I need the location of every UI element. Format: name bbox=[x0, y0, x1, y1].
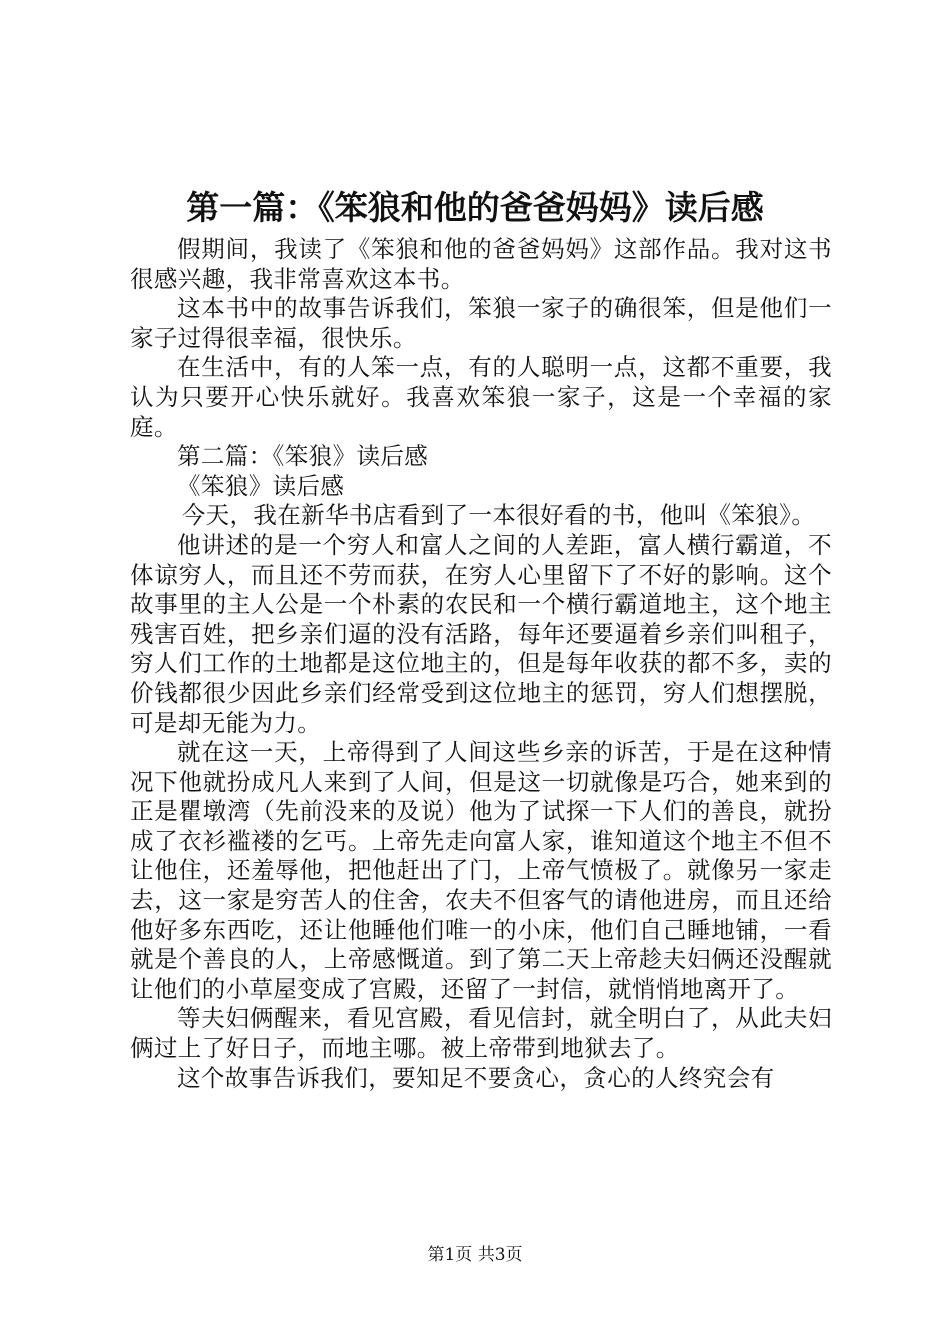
paragraph-8: 这个故事告诉我们，要知足不要贪心，贪心的人终究会有 bbox=[177, 1063, 775, 1092]
section-heading-2: 第二篇：《笨狼》读后感 bbox=[177, 442, 429, 471]
paragraph-4: 今天，我在新华书店看到了一本很好看的书，他叫《笨狼》。 bbox=[181, 501, 816, 530]
paragraph-5: 他讲述的是一个穷人和富人之间的人差距，富人横行霸道，不体谅穷人，而且还不劳而获，在穷人心里留下了不好的影响。这个故事里的主人公是一个朴素的农民和一个横行霸道地主，这个地主残害百姓，把乡亲们逼的没有活路，每年还要逼着乡亲们叫租子，穷人们工作的土地都是这位地主的，但是每年收获的都不多，卖的价钱都很少因此乡亲们经常受到这位地主的惩罚，穷人们想摆脱，可是却无能为力。 bbox=[130, 530, 832, 737]
document-title: 第一篇：《笨狼和他的爸爸妈妈》读后感 bbox=[186, 188, 764, 227]
paragraph-6: 就在这一天，上帝得到了人间这些乡亲的诉苦，于是在这种情况下他就扮成凡人来到了人间，但是这一切就像是巧合，她来到的正是瞿墩湾（先前没来的及说）他为了试探一下人们的善良，就扮成了衣衫褴褛的乞丐。上帝先走向富人家，谁知道这个地主不但不让他住，还羞辱他，把他赶出了门，上帝气愤极了。就像另一家走去，这一家是穷苦人的住舍，农夫不但客气的请他进房，而且还给他好多东西吃，还让他睡他们唯一的小床，他们自己睡地铺，一看就是个善良的人，上帝感慨道。到了第二天上帝趁夫妇俩还没醒就让他们的小草屋变成了宫殿，还留了一封信，就悄悄地离开了。 bbox=[130, 738, 832, 1003]
document-body bbox=[130, 235, 832, 1093]
subtitle: 《笨狼》读后感 bbox=[177, 471, 345, 500]
paragraph-2: 这本书中的故事告诉我们，笨狼一家子的确很笨，但是他们一家子过得很幸福，很快乐。 bbox=[130, 294, 832, 352]
paragraph-3: 在生活中，有的人笨一点，有的人聪明一点，这都不重要，我认为只要开心快乐就好。我喜欢笨狼一家子，这是一个幸福的家庭。 bbox=[130, 353, 832, 441]
paragraph-7: 等夫妇俩醒来，看见宫殿，看见信封，就全明白了，从此夫妇俩过上了好日子，而地主哪。被上帝带到地狱去了。 bbox=[130, 1004, 832, 1063]
page-number-footer: 第1页 共3页 bbox=[427, 1245, 523, 1265]
paragraph-1: 假期间，我读了《笨狼和他的爸爸妈妈》这部作品。我对这书很感兴趣，我非常喜欢这本书。 bbox=[130, 235, 832, 293]
